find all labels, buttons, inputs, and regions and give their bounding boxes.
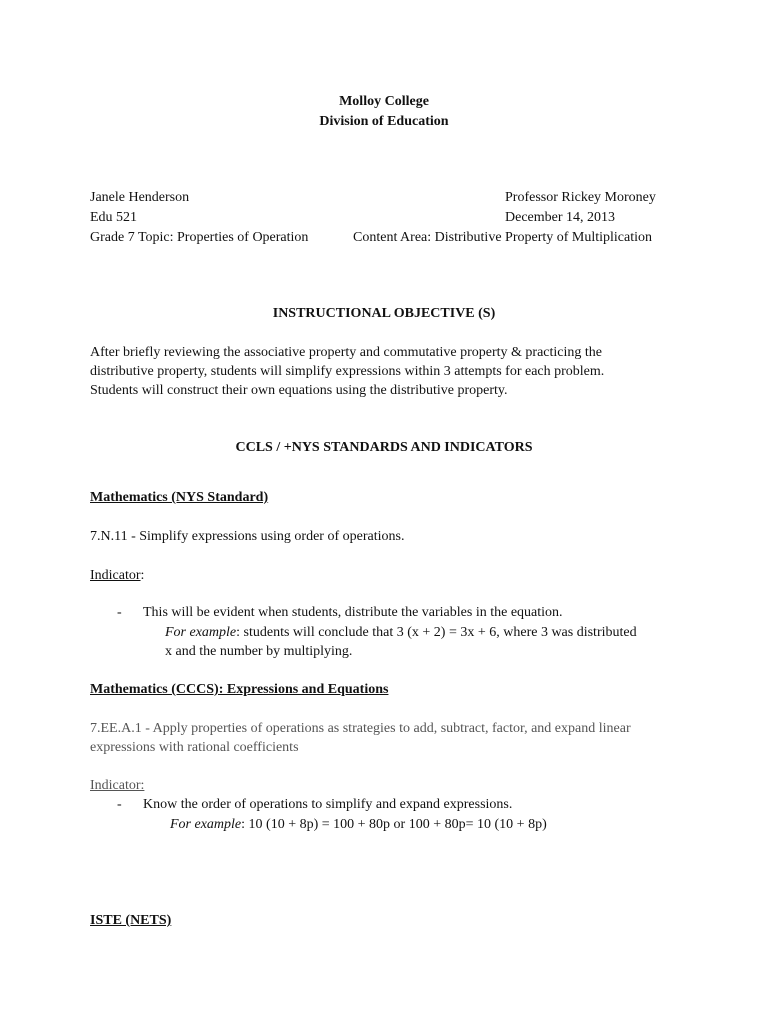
ccss-example-text: : 10 (10 + 8p) = 100 + 80p or 100 + 80p= 10 (10 + 8p) bbox=[241, 817, 547, 832]
nys-indicator-colon: : bbox=[140, 568, 145, 583]
nys-example-label: For example bbox=[165, 625, 237, 640]
ccss-standard-line: expressions with rational coefficients bbox=[90, 740, 299, 755]
standards-heading: CCLS / +NYS STANDARDS AND INDICATORS bbox=[235, 440, 533, 455]
ccss-indicator-label: Indicator: bbox=[90, 778, 145, 793]
content-area: Content Area: Distributive Property of Multiplication bbox=[353, 230, 653, 245]
ccss-standard-line: 7.EE.A.1 - Apply properties of operations as strategies to add, subtract, factor, and expand linear bbox=[90, 721, 631, 736]
objective-line: After briefly reviewing the associative property and commutative property & practicing the bbox=[90, 345, 602, 360]
ccss-example bbox=[170, 815, 547, 835]
nys-indicator-word: Indicator bbox=[90, 568, 141, 583]
ccss-standard-title: Mathematics (CCCS): Expressions and Equations bbox=[90, 682, 389, 697]
nys-standard-text: 7.N.11 - Simplify expressions using order of operations. bbox=[90, 529, 405, 544]
nys-example-text: : students will conclude that 3 (x + 2) = 3x + 6, where 3 was distributed bbox=[236, 625, 637, 640]
ccss-example-label: For example bbox=[170, 817, 242, 832]
lesson-date: December 14, 2013 bbox=[505, 210, 616, 225]
nys-example-continued: x and the number by multiplying. bbox=[165, 644, 353, 659]
ccss-bullet-dash: - bbox=[117, 797, 122, 812]
objective-heading: INSTRUCTIONAL OBJECTIVE (S) bbox=[272, 306, 496, 321]
nys-example bbox=[165, 623, 637, 643]
iste-title: ISTE (NETS) bbox=[90, 913, 172, 928]
nys-bullet-dash: - bbox=[117, 605, 122, 620]
college-name: Molloy College bbox=[339, 94, 429, 109]
ccss-bullet-text: Know the order of operations to simplify and expand expressions. bbox=[143, 797, 513, 812]
nys-standard-title: Mathematics (NYS Standard) bbox=[90, 490, 269, 505]
nys-indicator-label bbox=[90, 566, 144, 586]
objective-line: distributive property, students will simplify expressions within 3 attempts for each problem. bbox=[90, 364, 605, 379]
professor-name: Professor Rickey Moroney bbox=[505, 190, 656, 205]
division-name: Division of Education bbox=[319, 114, 449, 129]
student-name: Janele Henderson bbox=[90, 190, 190, 205]
nys-bullet-text: This will be evident when students, distribute the variables in the equation. bbox=[143, 605, 563, 620]
grade-topic: Grade 7 Topic: Properties of Operation bbox=[90, 230, 309, 245]
objective-line: Students will construct their own equations using the distributive property. bbox=[90, 383, 508, 398]
course-code: Edu 521 bbox=[90, 210, 138, 225]
